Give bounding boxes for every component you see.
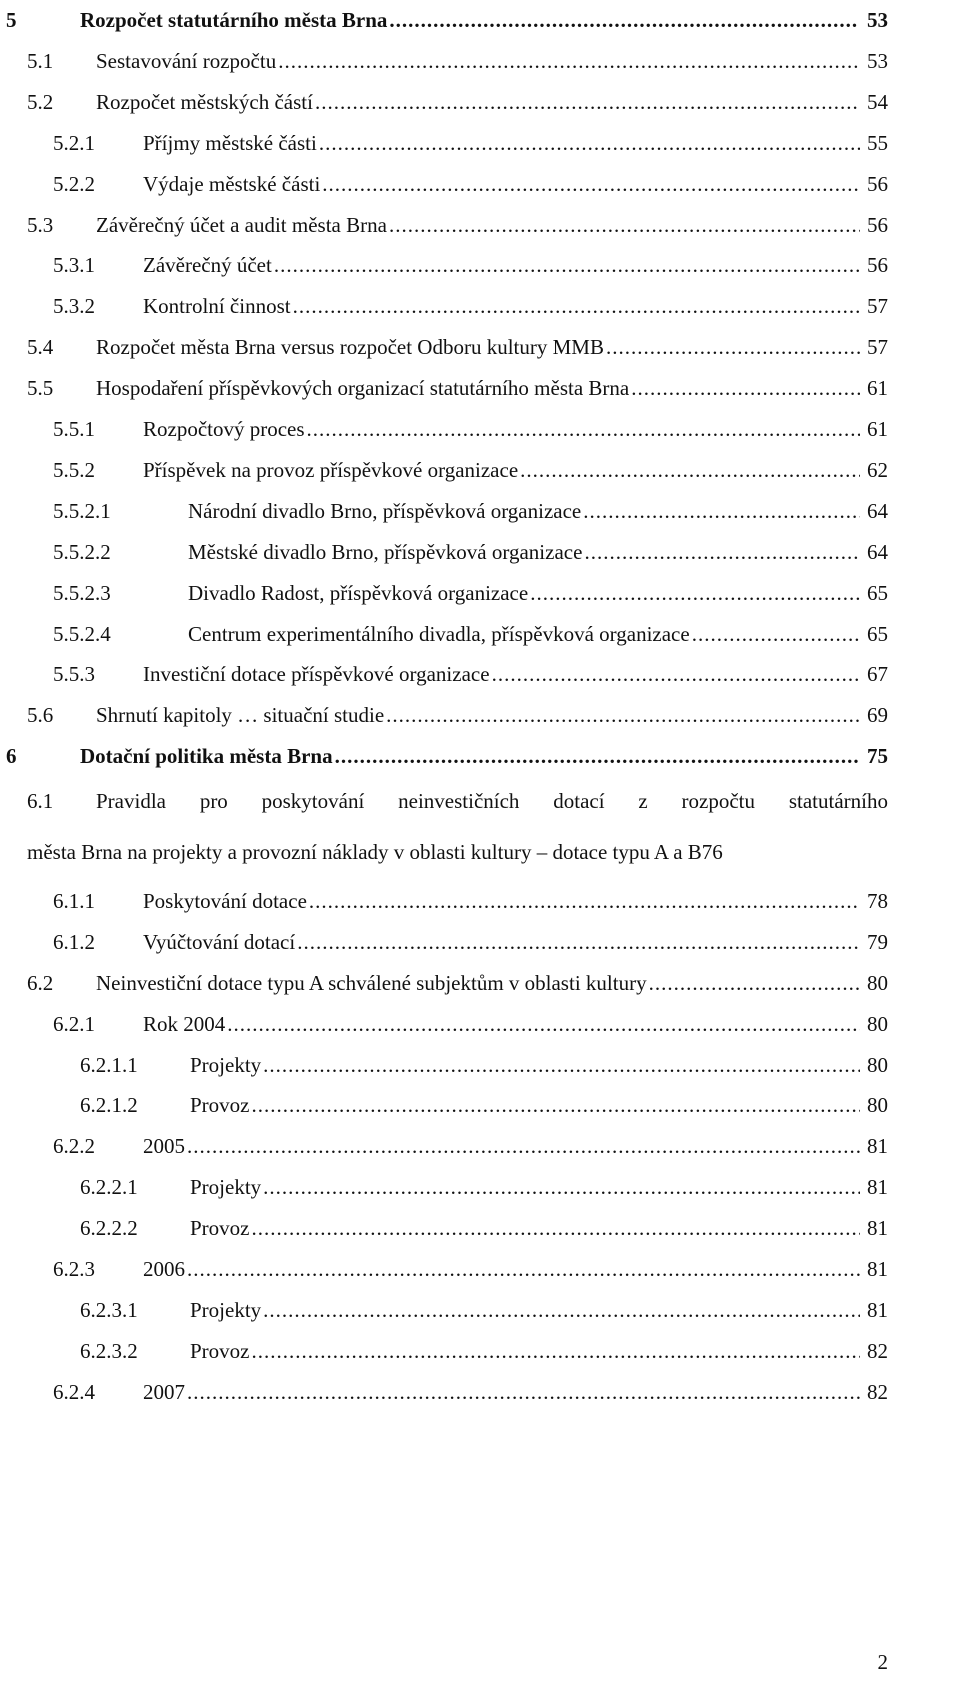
- toc-entry-label: Provoz: [190, 1093, 250, 1117]
- dot-leader: [278, 41, 860, 81]
- toc-entry-title: [80, 736, 860, 776]
- toc-entry-number: 5.5.2.2: [53, 540, 111, 564]
- toc-entry[interactable]: [0, 1167, 960, 1207]
- dot-leader: [274, 245, 860, 285]
- toc-entry-label: Investiční dotace příspěvkové organizace: [143, 662, 490, 686]
- toc-entry-number: 5.6: [27, 703, 54, 727]
- dot-leader: [187, 1249, 860, 1289]
- toc-entry-label: Vyúčtování dotací: [143, 930, 296, 954]
- toc-entry-page: 64: [867, 499, 888, 523]
- toc-entry-page: 54: [867, 90, 888, 114]
- toc-entry-label: Rozpočet města Brna versus rozpočet Odboru kultury MMB: [96, 335, 604, 359]
- dot-leader: [520, 450, 860, 490]
- toc-entry[interactable]: [0, 368, 960, 408]
- toc-entry-label: Závěrečný účet: [143, 253, 272, 277]
- toc-entry-number: 6.1.2: [53, 930, 95, 954]
- toc-entry-number: 5.5.2.4: [53, 622, 111, 646]
- toc-entry-number: 5.5.2.3: [53, 581, 111, 605]
- toc-entry-label: 2006: [143, 1257, 185, 1281]
- toc-entry-label: Dotační politika města Brna: [80, 744, 333, 768]
- dot-leader: [187, 1372, 860, 1412]
- dot-leader: [649, 963, 860, 1003]
- toc-entry-title: [190, 1167, 862, 1207]
- toc-entry-title: [96, 963, 862, 1003]
- toc-entry-label: Projekty: [190, 1298, 262, 1322]
- toc-entry-number: 5.5.1: [53, 417, 95, 441]
- toc-entry-number: 6.2.3.1: [80, 1298, 138, 1322]
- toc-entry-number: 6: [6, 744, 17, 768]
- toc-entry-label: 2007: [143, 1380, 185, 1404]
- toc-entry-page: 69: [867, 703, 888, 727]
- toc-entry-number: 5.3.1: [53, 253, 95, 277]
- toc-entry-number: 5.2: [27, 90, 54, 114]
- toc-entry-title: [143, 1126, 862, 1166]
- toc-entry-number: 5.5.2.1: [53, 499, 111, 523]
- toc-entry[interactable]: [0, 532, 960, 572]
- toc-entry-number: 6.2.4: [53, 1380, 95, 1404]
- toc-entry-label: Závěrečný účet a audit města Brna: [96, 213, 387, 237]
- dot-leader: [583, 491, 860, 531]
- toc-entry-number: 5.5: [27, 376, 54, 400]
- toc-entry[interactable]: [0, 205, 960, 245]
- toc-entry-page: 82: [867, 1380, 888, 1404]
- toc-entry-label: Kontrolní činnost: [143, 294, 291, 318]
- toc-entry[interactable]: [0, 123, 960, 163]
- toc-entry-title: [143, 245, 862, 285]
- toc-entry-title: [190, 1085, 862, 1125]
- toc-entry[interactable]: [0, 41, 960, 81]
- toc-entry[interactable]: [0, 695, 960, 735]
- toc-entry-number: 5.3.2: [53, 294, 95, 318]
- toc-entry-page: 80: [867, 1053, 888, 1077]
- toc-entry-number: 5: [6, 8, 17, 32]
- dot-leader: [530, 573, 860, 613]
- toc-entry-title: [143, 450, 862, 490]
- toc-entry-title: [188, 614, 862, 654]
- dot-leader: [389, 0, 858, 40]
- toc-entry-title: [96, 41, 862, 81]
- dot-leader: [315, 82, 860, 122]
- toc-entry-title: [143, 922, 862, 962]
- toc-entry-title: [143, 654, 862, 694]
- dot-leader: [322, 164, 860, 204]
- toc-entry[interactable]: [0, 327, 960, 367]
- toc-entry-label: 2005: [143, 1134, 185, 1158]
- toc-entry-title-line2: města Brna na projekty a provozní náklady v oblasti kultury – dotace typu A a B: [27, 840, 702, 864]
- toc-entry-label: Provoz: [190, 1216, 250, 1240]
- toc-entry-title: [143, 409, 862, 449]
- toc-entry-label: Projekty: [190, 1053, 262, 1077]
- toc-entry-page: 81: [867, 1134, 888, 1158]
- dot-leader: [692, 614, 860, 654]
- toc-entry[interactable]: [0, 1208, 960, 1248]
- dot-leader: [584, 532, 860, 572]
- toc-entry-number: 5.4: [27, 335, 54, 359]
- toc-entry-title: [96, 368, 862, 408]
- toc-entry-label: Národní divadlo Brno, příspěvková organizace: [188, 499, 582, 523]
- toc-entry-page: 81: [867, 1298, 888, 1322]
- toc-entry[interactable]: [0, 450, 960, 490]
- dot-leader: [307, 409, 860, 449]
- toc-entry-number: 6.2.1.1: [80, 1053, 138, 1077]
- toc-entry-page: 65: [867, 622, 888, 646]
- toc-entry-label: Shrnutí kapitoly … situační studie: [96, 703, 385, 727]
- toc-entry-number: 6.2.3.2: [80, 1339, 138, 1363]
- dot-leader: [386, 695, 860, 735]
- toc-entry-title: [143, 123, 862, 163]
- toc-entry-page: 64: [867, 540, 888, 564]
- toc-entry-page: 55: [867, 131, 888, 155]
- dot-leader: [252, 1331, 861, 1371]
- toc-entry-number: 6.1: [27, 789, 54, 813]
- toc-entry-label: Provoz: [190, 1339, 250, 1363]
- toc-entry-label: Poskytování dotace: [143, 889, 307, 913]
- toc-entry-page: 80: [867, 1012, 888, 1036]
- dot-leader: [297, 922, 860, 962]
- toc-entry-page: 75: [867, 744, 888, 768]
- toc-entry-number: 5.2.2: [53, 172, 95, 196]
- toc-entry-label: Rozpočet městských částí: [96, 90, 313, 114]
- toc-entry-number: 6.2: [27, 971, 54, 995]
- toc-entry-label: Divadlo Radost, příspěvková organizace: [188, 581, 529, 605]
- toc-entry-title: [188, 491, 862, 531]
- dot-leader: [492, 654, 860, 694]
- dot-leader: [252, 1085, 861, 1125]
- toc-entry-number: 5.1: [27, 49, 54, 73]
- toc-entry-page: 57: [867, 294, 888, 318]
- toc-entry-label: Projekty: [190, 1175, 262, 1199]
- toc-entry-page: 57: [867, 335, 888, 359]
- toc-entry[interactable]: [0, 614, 960, 654]
- page-number: 2: [877, 1650, 888, 1674]
- dot-leader: [263, 1045, 860, 1085]
- dot-leader: [187, 1126, 860, 1166]
- toc-entry-title: [190, 1290, 862, 1330]
- toc-entry-page: 80: [867, 1093, 888, 1117]
- toc-entry-page: 61: [867, 417, 888, 441]
- toc-entry[interactable]: [0, 409, 960, 449]
- dot-leader: [252, 1208, 861, 1248]
- toc-entry-page: 53: [867, 49, 888, 73]
- toc-entry-title: [96, 695, 862, 735]
- toc-entry-title: [143, 164, 862, 204]
- dot-leader: [319, 123, 860, 163]
- toc-entry[interactable]: [0, 1004, 960, 1044]
- toc-entry-page: 81: [867, 1257, 888, 1281]
- toc-entry-number: 5.3: [27, 213, 54, 237]
- toc-entry-page: 65: [867, 581, 888, 605]
- toc-entry[interactable]: [0, 1045, 960, 1085]
- toc-entry-number: 5.5.3: [53, 662, 95, 686]
- toc-entry[interactable]: [0, 963, 960, 1003]
- toc-entry-title: [143, 1372, 862, 1412]
- toc-entry-title: [188, 532, 862, 572]
- toc-entry-wrapped-continued[interactable]: [27, 832, 888, 872]
- toc-entry-number: 6.2.2.2: [80, 1216, 138, 1240]
- toc-entry-number: 5.5.2: [53, 458, 95, 482]
- toc-entry[interactable]: [0, 573, 960, 613]
- toc-entry[interactable]: [0, 1085, 960, 1125]
- toc-entry[interactable]: [0, 1126, 960, 1166]
- toc-entry-label: Rozpočtový proces: [143, 417, 305, 441]
- dot-leader: [631, 368, 860, 408]
- toc-entry-title: [96, 327, 862, 367]
- dot-leader: [309, 881, 860, 921]
- toc-entry-number: 6.2.2: [53, 1134, 95, 1158]
- toc-entry-title-line1: Pravidla pro poskytování neinvestičních dotací z rozpočtu statutárního: [96, 789, 888, 813]
- toc-entry-number: 6.2.3: [53, 1257, 95, 1281]
- toc-entry-page: 81: [867, 1175, 888, 1199]
- toc-entry-title: [96, 205, 862, 245]
- toc-entry-page: 81: [867, 1216, 888, 1240]
- toc-entry[interactable]: [0, 922, 960, 962]
- toc-entry-page: 61: [867, 376, 888, 400]
- dot-leader: [263, 1167, 860, 1207]
- toc-entry-number: 6.2.1.2: [80, 1093, 138, 1117]
- toc-entry[interactable]: [0, 491, 960, 531]
- toc-entry-title: [188, 573, 862, 613]
- toc-entry[interactable]: [0, 1249, 960, 1289]
- toc-entry-label: Příjmy městské části: [143, 131, 317, 155]
- toc-entry[interactable]: [0, 82, 960, 122]
- toc-entry-page: 53: [867, 8, 888, 32]
- toc-entry[interactable]: [0, 245, 960, 285]
- toc-entry-page: 67: [867, 662, 888, 686]
- dot-leader: [389, 205, 860, 245]
- toc-entry[interactable]: [0, 1372, 960, 1412]
- toc-entry-title: [143, 1249, 862, 1289]
- toc-entry-page: 76: [701, 840, 723, 864]
- toc-entry-label: Rozpočet statutárního města Brna: [80, 8, 388, 32]
- toc-entry[interactable]: [0, 0, 960, 40]
- dot-leader: [335, 736, 858, 776]
- toc-entry-page: 56: [867, 253, 888, 277]
- toc-entry-label: Hospodaření příspěvkových organizací statutárního města Brna: [96, 376, 630, 400]
- toc-entry[interactable]: [0, 286, 960, 326]
- toc-entry-number: 5.2.1: [53, 131, 95, 155]
- toc-entry-label: Rok 2004: [143, 1012, 226, 1036]
- toc-entry-title: [190, 1331, 862, 1371]
- toc-entry[interactable]: [0, 736, 960, 776]
- dot-leader: [293, 286, 860, 326]
- toc-entry-page: 56: [867, 172, 888, 196]
- toc-entry-label: Příspěvek na provoz příspěvkové organizace: [143, 458, 519, 482]
- toc-entry-page: 79: [867, 930, 888, 954]
- toc-entry[interactable]: [0, 164, 960, 204]
- dot-leader: [606, 327, 860, 367]
- toc-entry-label: Neinvestiční dotace typu A schválené subjektům v oblasti kultury: [96, 971, 647, 995]
- toc-entry-number: 6.2.2.1: [80, 1175, 138, 1199]
- dot-leader: [227, 1004, 860, 1044]
- toc-entry-label: Centrum experimentálního divadla, příspěvková organizace: [188, 622, 690, 646]
- dot-leader: [263, 1290, 860, 1330]
- toc-entry-page: 78: [867, 889, 888, 913]
- toc-entry-title: [143, 286, 862, 326]
- toc-entry-title: [80, 0, 860, 40]
- toc-entry[interactable]: [0, 1290, 960, 1330]
- toc-entry-title: [96, 82, 862, 122]
- toc-entry-title: [190, 1045, 862, 1085]
- toc-entry-label: Výdaje městské části: [143, 172, 321, 196]
- toc-entry-page: 62: [867, 458, 888, 482]
- toc-entry[interactable]: [0, 654, 960, 694]
- toc-entry-title: [190, 1208, 862, 1248]
- toc-entry-label: Sestavování rozpočtu: [96, 49, 277, 73]
- toc-entry-number: 6.1.1: [53, 889, 95, 913]
- toc-entry[interactable]: [0, 881, 960, 921]
- toc-entry-label: Městské divadlo Brno, příspěvková organizace: [188, 540, 583, 564]
- toc-entry[interactable]: [0, 1331, 960, 1371]
- toc-entry-title: [143, 881, 862, 921]
- toc-entry-number: 6.2.1: [53, 1012, 95, 1036]
- toc-entry-page: 56: [867, 213, 888, 237]
- toc-entry-page: 82: [867, 1339, 888, 1363]
- toc-entry-title: [143, 1004, 862, 1044]
- toc-entry-page: 80: [867, 971, 888, 995]
